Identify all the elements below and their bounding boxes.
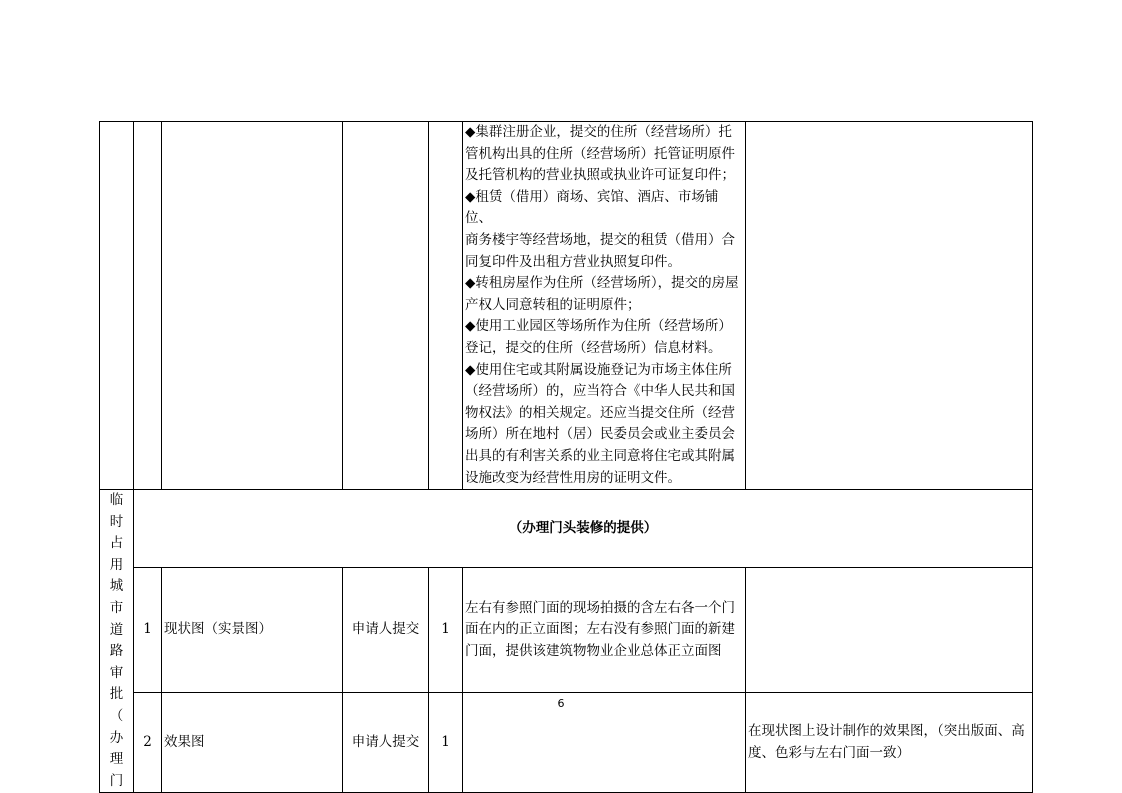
requirement-line: 产权人同意转租的证明原件； <box>465 296 641 313</box>
requirements-cell <box>463 122 746 490</box>
requirement-line: ◆租赁（借用）商场、宾馆、酒店、市场铺位、 <box>465 188 719 227</box>
note-text: 在现状图上设计制作的效果图，（突出版面、高度、色彩与左右门面一致） <box>746 692 1033 793</box>
note-cell-empty <box>746 122 1033 490</box>
item-cell-empty <box>100 122 134 490</box>
requirement-line: ◆转租房屋作为住所（经营场所），提交的房屋 <box>465 275 739 292</box>
requirement-line: ◆集群注册企业，提交的住所（经营场所）托 <box>465 124 732 140</box>
table-row <box>100 122 1033 490</box>
requirement-line: （经营场所）的，应当符合《中华人民共和国 <box>465 383 735 400</box>
item-name: 临时占用城市道路审批（办理门 <box>109 492 124 789</box>
material-cell-empty <box>162 122 343 490</box>
requirement-line: ◆使用工业园区等场所作为住所（经营场所） <box>465 318 732 335</box>
material-source: 申请人提交 <box>343 568 429 693</box>
section-title: （办理门头装修的提供） <box>134 490 1033 568</box>
source-cell-empty <box>343 122 429 490</box>
note-text <box>746 568 1033 693</box>
requirement-line: 设施改变为经营性用房的证明文件。 <box>465 469 681 486</box>
copies-count: 1 <box>429 692 463 793</box>
requirement-line: 场所）所在地村（居）民委员会或业主委员会 <box>465 426 735 443</box>
requirement-line: 商务楼宇等经营场地，提交的租赁（借用）合 <box>465 231 735 248</box>
copies-count: 1 <box>429 568 463 693</box>
requirement-line: 同复印件及出租方营业执照复印件。 <box>465 253 681 270</box>
requirement-line: ◆使用住宅或其附属设施登记为市场主体住所 <box>465 361 732 378</box>
row-number: 1 <box>134 568 162 693</box>
material-name: 现状图（实景图） <box>162 568 343 693</box>
requirement-line: 登记，提交的住所（经营场所）信息材料。 <box>465 339 722 356</box>
requirement-line: 及托管机构的营业执照或执业许可证复印件； <box>465 167 735 184</box>
page-number: 6 <box>557 697 565 710</box>
requirement-line: 物权法》的相关规定。还应当提交住所（经营 <box>465 404 735 421</box>
requirement-line: 出具的有利害关系的业主同意将住宅或其附属 <box>465 447 735 464</box>
table-row <box>100 490 1033 568</box>
item-name-cell <box>100 490 134 793</box>
materials-table <box>99 121 1033 793</box>
material-source: 申请人提交 <box>343 692 429 793</box>
material-name: 效果图 <box>162 692 343 793</box>
requirement-text: 左右有参照门面的现场拍摄的含左右各一个门面在内的正立面图；左右没有参照门面的新建门面，提供该建筑物物业企业总体正立面图 <box>463 568 746 693</box>
no-cell-empty <box>134 122 162 490</box>
row-number: 2 <box>134 692 162 793</box>
requirement-line: 管机构出具的住所（经营场所）托管证明原件 <box>465 145 735 162</box>
copies-cell-empty <box>429 122 463 490</box>
table-row <box>100 568 1033 693</box>
